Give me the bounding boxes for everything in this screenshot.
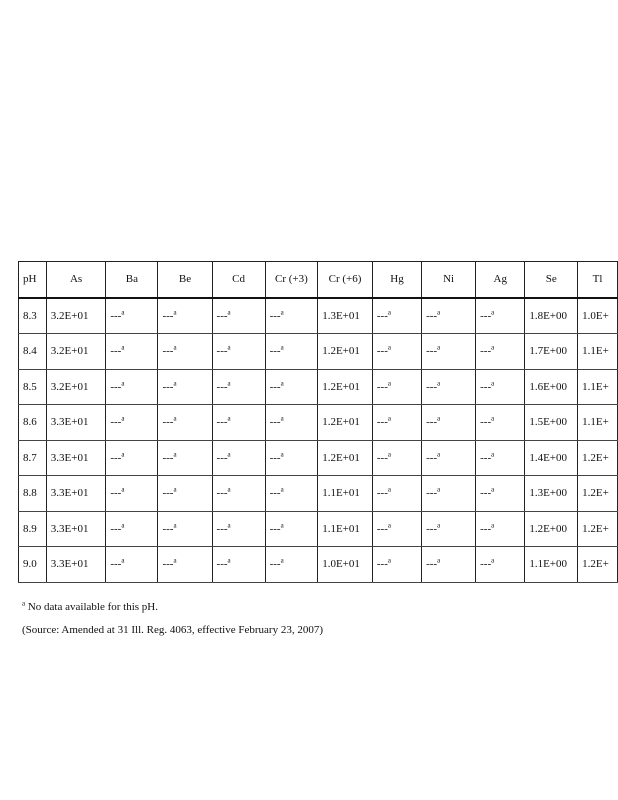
table-cell: ---$^a$: [422, 405, 476, 441]
footnote-ref: a: [121, 485, 125, 494]
table-cell: ---$^a$: [476, 547, 525, 583]
footnote-ref: a: [491, 379, 495, 388]
table-cell: ---$^a$: [106, 476, 158, 512]
footnote-ref: a: [437, 485, 441, 494]
table-cell: 3.2E+01: [46, 298, 106, 334]
footnote-ref: a: [387, 414, 391, 423]
footnote-text: No data available for this pH.: [27, 601, 158, 613]
column-header: Ag: [476, 262, 525, 298]
table-cell: ---$^a$: [158, 547, 212, 583]
footnote-ref: a: [437, 414, 441, 423]
ph-cell: 8.8: [19, 476, 47, 512]
table-cell: ---$^a$: [476, 334, 525, 370]
footnote-ref: a: [280, 343, 284, 352]
footnote-ref: a: [491, 450, 495, 459]
table-cell: 1.8E+00: [525, 298, 578, 334]
table-body: [19, 298, 618, 583]
footnote-ref: a: [121, 308, 125, 317]
footnote-ref: a: [173, 343, 177, 352]
table-cell: ---$^a$: [422, 369, 476, 405]
footnote-ref: a: [387, 485, 391, 494]
table-cell: ---$^a$: [372, 511, 421, 547]
table-cell: ---$^a$: [106, 298, 158, 334]
table-cell: ---$^a$: [158, 334, 212, 370]
table-cell: ---$^a$: [212, 369, 265, 405]
column-header: pH: [19, 262, 47, 298]
table-cell: ---$^a$: [476, 440, 525, 476]
table-cell: ---$^a$: [372, 369, 421, 405]
table-cell: ---$^a$: [158, 511, 212, 547]
table-cell: ---$^a$: [372, 298, 421, 334]
ph-cell: 8.5: [19, 369, 47, 405]
table-cell: ---$^a$: [212, 440, 265, 476]
column-header: Cr (+3): [265, 262, 318, 298]
table-cell: ---$^a$: [106, 511, 158, 547]
table-cell: ---$^a$: [422, 547, 476, 583]
footnote-ref: a: [280, 414, 284, 423]
column-header: Hg: [372, 262, 421, 298]
table-cell: 1.0E+01: [318, 547, 373, 583]
table-cell: ---$^a$: [158, 298, 212, 334]
table-cell: 3.3E+01: [46, 405, 106, 441]
footnote-ref: a: [173, 485, 177, 494]
table-cell: ---$^a$: [265, 405, 318, 441]
table-cell: ---$^a$: [158, 476, 212, 512]
footnote-ref: a: [280, 521, 284, 530]
footnote-ref: a: [280, 485, 284, 494]
table-cell: ---$^a$: [422, 440, 476, 476]
concentration-table: [18, 261, 618, 583]
table-cell: ---$^a$: [265, 476, 318, 512]
table-cell: ---$^a$: [372, 440, 421, 476]
footnote: [22, 601, 158, 613]
footnote-ref: a: [121, 450, 125, 459]
table-cell: ---$^a$: [422, 298, 476, 334]
source-citation: (Source: Amended at 31 Ill. Reg. 4063, effective February 23, 2007): [22, 624, 323, 636]
column-header: Se: [525, 262, 578, 298]
table-header-row: [19, 262, 618, 298]
table-cell: 1.1E+: [578, 405, 618, 441]
table-cell: 3.3E+01: [46, 476, 106, 512]
table-cell: 1.1E+: [578, 334, 618, 370]
table-cell: ---$^a$: [265, 440, 318, 476]
table-cell: 1.3E+00: [525, 476, 578, 512]
table-cell: ---$^a$: [158, 405, 212, 441]
table-cell: ---$^a$: [265, 511, 318, 547]
footnote-ref: a: [173, 521, 177, 530]
table-cell: 1.2E+: [578, 440, 618, 476]
footnote-ref: a: [280, 379, 284, 388]
table-cell: 1.1E+01: [318, 476, 373, 512]
footnote-ref: a: [173, 379, 177, 388]
table-cell: ---$^a$: [476, 369, 525, 405]
table-cell: 3.3E+01: [46, 440, 106, 476]
footnote-ref: a: [280, 556, 284, 565]
footnote-ref: a: [227, 450, 231, 459]
footnote-ref: a: [437, 521, 441, 530]
footnote-ref: a: [173, 414, 177, 423]
table-row: [19, 547, 618, 583]
table-cell: 1.2E+01: [318, 440, 373, 476]
table-cell: ---$^a$: [265, 298, 318, 334]
table-cell: ---$^a$: [372, 476, 421, 512]
table-cell: 3.2E+01: [46, 369, 106, 405]
table-cell: 3.2E+01: [46, 334, 106, 370]
table-cell: 3.3E+01: [46, 511, 106, 547]
footnote-ref: a: [491, 343, 495, 352]
table-row: [19, 476, 618, 512]
table-cell: 1.3E+01: [318, 298, 373, 334]
table-cell: ---$^a$: [372, 405, 421, 441]
footnote-ref: a: [121, 379, 125, 388]
table-row: [19, 369, 618, 405]
table-cell: ---$^a$: [476, 476, 525, 512]
table-cell: 1.6E+00: [525, 369, 578, 405]
footnote-ref: a: [227, 485, 231, 494]
footnote-marker: a: [22, 599, 26, 608]
table-cell: 1.4E+00: [525, 440, 578, 476]
ph-cell: 8.7: [19, 440, 47, 476]
table-cell: ---$^a$: [265, 369, 318, 405]
footnote-ref: a: [173, 556, 177, 565]
table-cell: ---$^a$: [265, 334, 318, 370]
table-row: [19, 440, 618, 476]
footnote-ref: a: [437, 308, 441, 317]
table-cell: ---$^a$: [422, 476, 476, 512]
table-cell: 1.1E+01: [318, 511, 373, 547]
footnote-ref: a: [387, 521, 391, 530]
footnote-ref: a: [387, 450, 391, 459]
footnote-ref: a: [387, 308, 391, 317]
table-cell: 3.3E+01: [46, 547, 106, 583]
column-header: As: [46, 262, 106, 298]
footnote-ref: a: [491, 521, 495, 530]
footnote-ref: a: [227, 414, 231, 423]
table-cell: ---$^a$: [372, 547, 421, 583]
table-cell: 1.2E+01: [318, 369, 373, 405]
table-cell: ---$^a$: [158, 440, 212, 476]
table-cell: ---$^a$: [476, 511, 525, 547]
table-cell: 1.7E+00: [525, 334, 578, 370]
footnote-ref: a: [173, 308, 177, 317]
table-cell: 1.1E+00: [525, 547, 578, 583]
footnote-ref: a: [280, 308, 284, 317]
table-cell: ---$^a$: [476, 298, 525, 334]
table-cell: 1.1E+: [578, 369, 618, 405]
footnote-ref: a: [387, 343, 391, 352]
table-row: [19, 405, 618, 441]
footnote-ref: a: [491, 414, 495, 423]
table-cell: ---$^a$: [106, 440, 158, 476]
table-cell: ---$^a$: [158, 369, 212, 405]
column-header: Be: [158, 262, 212, 298]
table-cell: 1.2E+01: [318, 334, 373, 370]
footnote-ref: a: [227, 521, 231, 530]
table-cell: ---$^a$: [212, 547, 265, 583]
footnote-ref: a: [491, 556, 495, 565]
table-cell: 1.5E+00: [525, 405, 578, 441]
ph-cell: 9.0: [19, 547, 47, 583]
table-row: [19, 511, 618, 547]
table-row: [19, 334, 618, 370]
table-cell: ---$^a$: [106, 334, 158, 370]
table-cell: 1.2E+00: [525, 511, 578, 547]
table-cell: ---$^a$: [212, 476, 265, 512]
table-cell: ---$^a$: [372, 334, 421, 370]
footnote-ref: a: [121, 556, 125, 565]
footnote-ref: a: [437, 343, 441, 352]
footnote-ref: a: [121, 414, 125, 423]
footnote-ref: a: [121, 521, 125, 530]
table-cell: 1.0E+: [578, 298, 618, 334]
table-cell: ---$^a$: [212, 334, 265, 370]
column-header: Cr (+6): [318, 262, 373, 298]
table-cell: ---$^a$: [422, 511, 476, 547]
column-header: Ni: [422, 262, 476, 298]
table-cell: 1.2E+: [578, 547, 618, 583]
table-cell: ---$^a$: [212, 511, 265, 547]
footnote-ref: a: [437, 379, 441, 388]
ph-cell: 8.6: [19, 405, 47, 441]
footnote-ref: a: [173, 450, 177, 459]
table-cell: ---$^a$: [212, 405, 265, 441]
table-cell: ---$^a$: [265, 547, 318, 583]
table-cell: ---$^a$: [106, 405, 158, 441]
column-header: Tl: [578, 262, 618, 298]
table-cell: ---$^a$: [212, 298, 265, 334]
table-cell: ---$^a$: [106, 369, 158, 405]
table-row: [19, 298, 618, 334]
column-header: Cd: [212, 262, 265, 298]
table-cell: 1.2E+: [578, 511, 618, 547]
footnote-ref: a: [121, 343, 125, 352]
footnote-ref: a: [227, 343, 231, 352]
footnote-ref: a: [491, 308, 495, 317]
footnote-ref: a: [437, 556, 441, 565]
table-cell: 1.2E+01: [318, 405, 373, 441]
footnote-ref: a: [280, 450, 284, 459]
ph-cell: 8.9: [19, 511, 47, 547]
column-header: Ba: [106, 262, 158, 298]
table-cell: ---$^a$: [422, 334, 476, 370]
footnote-ref: a: [227, 379, 231, 388]
footnote-ref: a: [437, 450, 441, 459]
footnote-ref: a: [227, 556, 231, 565]
ph-cell: 8.3: [19, 298, 47, 334]
footnote-ref: a: [387, 556, 391, 565]
table-cell: 1.2E+: [578, 476, 618, 512]
footnote-ref: a: [387, 379, 391, 388]
table-cell: ---$^a$: [106, 547, 158, 583]
ph-cell: 8.4: [19, 334, 47, 370]
table-cell: ---$^a$: [476, 405, 525, 441]
footnote-ref: a: [491, 485, 495, 494]
footnote-ref: a: [227, 308, 231, 317]
